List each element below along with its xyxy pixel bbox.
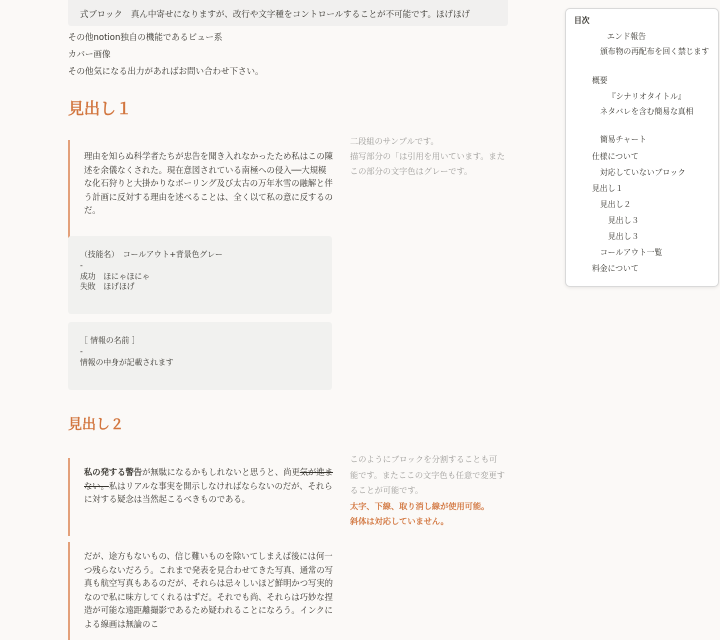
table-of-contents (565, 8, 719, 287)
callout-skill (68, 236, 332, 314)
callout-info (68, 322, 332, 390)
quote-text: が無駄になるかもしれないと思うと、尚更 (142, 467, 300, 477)
toc-item[interactable]: 簡易チャート (600, 135, 647, 144)
toc-item[interactable]: 見出し３ (608, 216, 640, 225)
top-block (68, 0, 508, 26)
top-block-text: 式ブロック 真ん中寄せになりますが、改行や文字種をコントロールすることが不可能です。ほげほげ (80, 10, 470, 20)
quote-text: 私はリアルな事実を開示しなければならないのだが、それらに対する疑念は当然起こるべきものである。 (84, 480, 333, 504)
toc-item[interactable]: 見出し２ (600, 200, 632, 209)
heading-1: 見出し１ (68, 99, 133, 118)
side-note-strong: 斜体は対応していません。 (350, 516, 449, 526)
callout-line: 失敗 ほげほげ (80, 282, 135, 292)
toc-item[interactable]: 見出し１ (592, 184, 624, 193)
quote-bold-text: 私の発する警告 (84, 467, 143, 477)
callout-line: 情報の中身が記載されます (80, 357, 174, 367)
toc-item[interactable]: コールアウト一覧 (600, 248, 663, 257)
quote-text: だが、途方もないもの、信じ難いものを除いてしまえば後には何一つ残らないだろう。これまで発表を見合わせてきた写真、通常の写真も航空写真もあるのだが、それらは忌々しいほど鮮明かつ写実的なので私に味方してくれるはずだ。それでも尚、それらは巧妙な捏造が可能な遠距離撮影であるため疑われることになろう。インクによる線画は無論のこ (84, 551, 333, 629)
callout-line: - (80, 346, 83, 356)
side-note-2 (350, 452, 505, 530)
callout-line: 成功 ほにゃほにゃ (80, 271, 150, 281)
quote-block-1 (68, 140, 334, 238)
toc-item[interactable]: 見出し３ (608, 232, 640, 241)
quote-text: 理由を知らぬ科学者たちが忠告を聞き入れなかったため私はこの陳述を余儀なくされた。現在意図されている南極への侵入──大規模な化石狩りと大掛かりなボーリング及び太古の万年氷雪の融解と伴う計画に反対する理由を述べることは、全く以て私の意に反するのだ。 (84, 151, 333, 215)
side-note-line: 描写部分の「は引用を用いています。またこの部分の文字色はグレーです。 (350, 151, 505, 176)
toc-item[interactable]: 概要 (592, 76, 608, 85)
callout-line: ［ 情報の名前 ］ (80, 336, 140, 345)
toc-item[interactable]: エンド報告 (607, 32, 646, 41)
toc-item[interactable]: 対応していないブロック (600, 168, 686, 177)
toc-item[interactable]: ネタバレを含む簡易な真相 (600, 107, 694, 116)
heading-2: 見出し２ (68, 417, 124, 433)
quote-strike-text: 気が進まない。 (84, 467, 333, 491)
side-note-1 (350, 134, 505, 179)
toc-item[interactable]: 『シナリオタイトル』 (608, 92, 686, 101)
toc-item[interactable]: 仕様について (592, 152, 639, 161)
callout-line: （技能名） コールアウト+背景色グレー (80, 250, 223, 259)
side-note-text: このようにブロックを分割することも可能です。またここの文字色も任意で変更することが可能です。 (350, 454, 505, 495)
toc-item[interactable]: 頒布物の再配布を回く禁じます (600, 47, 710, 56)
quote-block-2 (68, 458, 334, 536)
intro-line: その他気になる出力があればお問い合わせ下さい。 (68, 67, 264, 77)
side-note-strong: 太字、下線、取り消し線が使用可能。 (350, 500, 490, 511)
intro-line: その他notion独自の機能であるビュー系 (68, 33, 223, 43)
callout-line: - (80, 260, 83, 270)
side-note-line: 二段組のサンプルです。 (350, 136, 439, 146)
quote-block-3 (68, 542, 334, 640)
toc-item[interactable]: 料金について (592, 264, 639, 273)
intro-line: カバー画像 (68, 50, 111, 60)
toc-title: 目次 (574, 16, 590, 25)
